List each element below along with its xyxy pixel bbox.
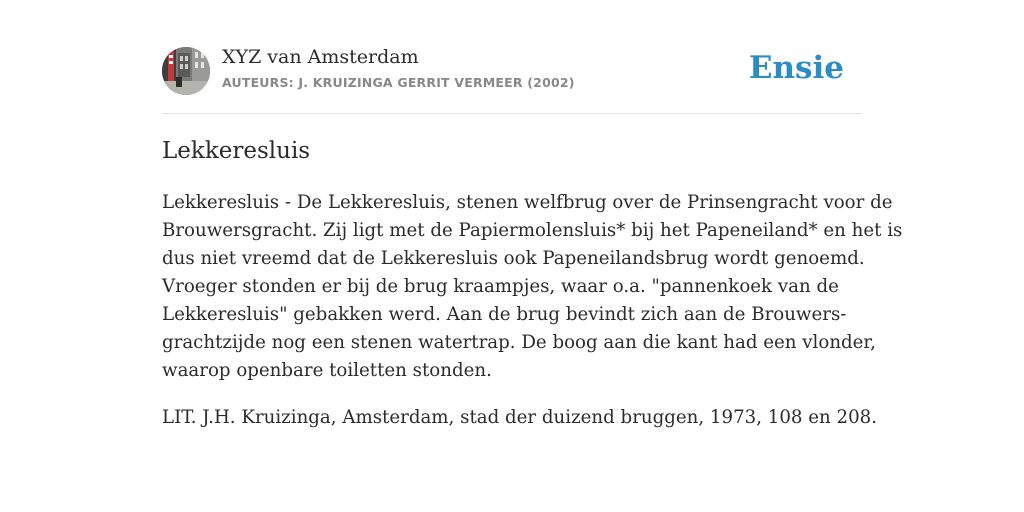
entry-body bbox=[162, 189, 903, 432]
source-header bbox=[162, 44, 862, 114]
literature-reference: LIT. J.H. Kruizinga, Amsterdam, stad der duizend bruggen, 1973, 108 en 208. bbox=[162, 407, 878, 428]
source-authors: AUTEURS: J. KRUIZINGA GERRIT VERMEER (2002) bbox=[222, 75, 575, 90]
body-line: Lekkeresluis - De Lekkeresluis, stenen welfbrug over de Prinsengracht voor de bbox=[162, 192, 893, 213]
body-line: waarop openbare toiletten stonden. bbox=[162, 360, 492, 381]
header-divider bbox=[162, 113, 862, 114]
paragraph-gap bbox=[162, 385, 862, 404]
ensie-logo-link[interactable]: Ensie bbox=[748, 50, 844, 86]
avatar[interactable] bbox=[162, 47, 210, 95]
body-line: dus niet vreemd dat de Lekkeresluis ook Papeneilandsbrug wordt genoemd. bbox=[162, 248, 865, 269]
body-line: Brouwersgracht. Zij ligt met de Papiermolensluis* bij het Papeneiland* en het is bbox=[162, 220, 903, 241]
street-photo-icon bbox=[162, 47, 210, 95]
body-line: grachtzijde nog een stenen watertrap. De boog aan die kant had een vlonder, bbox=[162, 332, 876, 353]
entry-title: Lekkeresluis bbox=[162, 138, 311, 164]
source-title[interactable]: XYZ van Amsterdam bbox=[222, 46, 419, 68]
body-line: Vroeger stonden er bij de brug kraampjes, waar o.a. "pannenkoek van de bbox=[162, 276, 839, 297]
body-line: Lekkeresluis" gebakken werd. Aan de brug bevindt zich aan de Brouwers- bbox=[162, 304, 847, 325]
